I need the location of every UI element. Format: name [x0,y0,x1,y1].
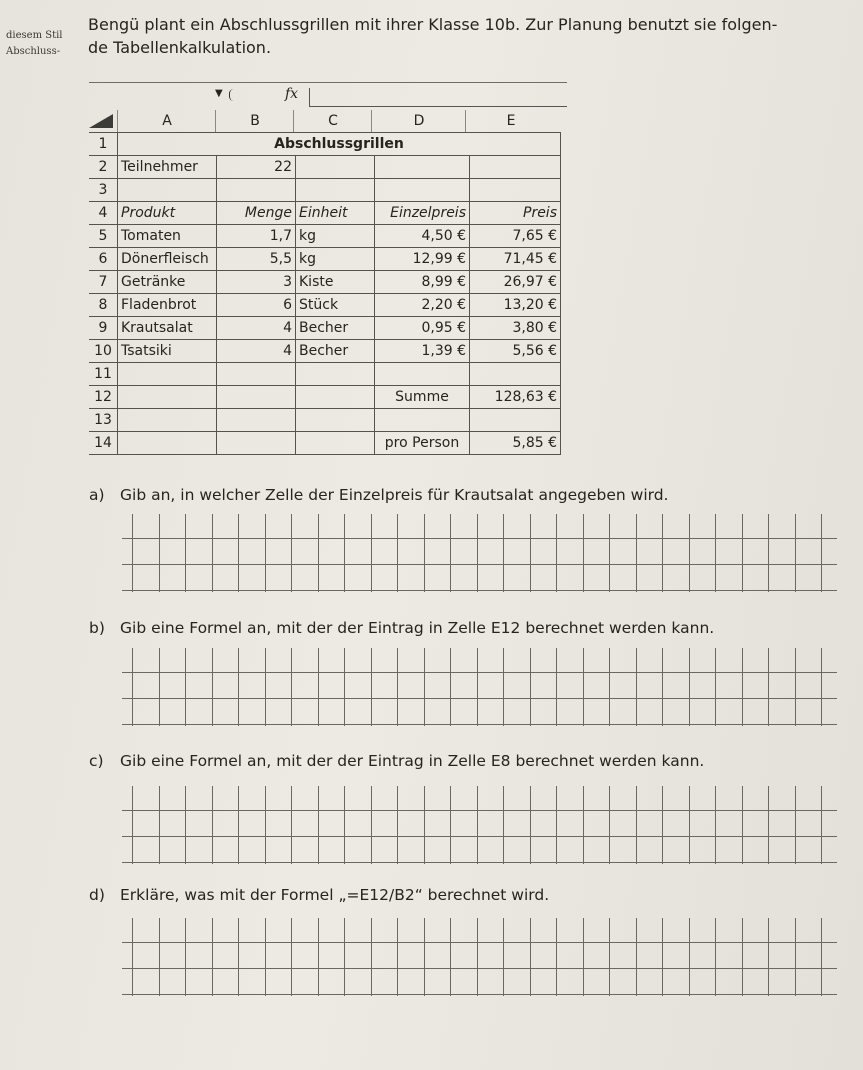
grid-column-line [715,918,716,996]
row-header[interactable]: 10 [89,340,118,363]
spreadsheet-row [89,133,561,156]
formula-bar [89,88,567,106]
spreadsheet-row [89,202,561,225]
intro-line-1: Bengü plant ein Abschlussgrillen mit ihrer Klasse 10b. Zur Planung benutzt sie folgen- [88,15,778,34]
grid-column-line [530,786,531,864]
cell-c8[interactable]: Stück [296,294,375,317]
grid-column-line [556,648,557,726]
cell-a7[interactable]: Getränke [118,271,217,294]
grid-column-line [424,514,425,592]
grid-column-line [609,918,610,996]
column-header-e[interactable]: E [465,110,556,132]
spreadsheet [89,82,567,460]
grid-column-line [159,514,160,592]
grid-column-line [371,648,372,726]
grid-column-line [477,786,478,864]
cell-a10[interactable]: Tsatsiki [118,340,217,363]
grid-column-line [556,786,557,864]
cell-a3[interactable] [118,179,217,202]
grid-column-line [795,786,796,864]
cell-d9[interactable]: 0,95 € [375,317,470,340]
cell-c2[interactable] [296,156,375,179]
cell-c5[interactable]: kg [296,225,375,248]
cell-c6[interactable]: kg [296,248,375,271]
grid-column-line [132,514,133,592]
cell-a8[interactable]: Fladenbrot [118,294,217,317]
grid-column-line [583,514,584,592]
cell-b13[interactable] [217,409,296,432]
cell-a5[interactable]: Tomaten [118,225,217,248]
grid-column-line [159,786,160,864]
cell-d5[interactable]: 4,50 € [375,225,470,248]
ruled-line [122,590,837,591]
grid-column-line [318,786,319,864]
cell-a4[interactable]: Produkt [118,202,217,225]
cell-c7[interactable]: Kiste [296,271,375,294]
spreadsheet-row [89,294,561,317]
cell-a9[interactable]: Krautsalat [118,317,217,340]
cell-a14[interactable] [118,432,217,455]
grid-column-line [318,514,319,592]
ruled-line [122,724,837,725]
grid-column-line [556,514,557,592]
grid-column-line [185,514,186,592]
cell-b5[interactable]: 1,7 [217,225,296,248]
cell-c10[interactable]: Becher [296,340,375,363]
cell-reference-box[interactable] [229,89,238,101]
grid-column-line [397,514,398,592]
grid-column-line [795,648,796,726]
cell-a13[interactable] [118,409,217,432]
grid-column-line [318,918,319,996]
grid-column-line [397,918,398,996]
cell-e11[interactable] [470,363,561,386]
cell-b2[interactable]: 22 [217,156,296,179]
row-header[interactable]: 6 [89,248,118,271]
row-header[interactable]: 14 [89,432,118,455]
grid-column-line [450,786,451,864]
grid-column-line [742,918,743,996]
cell-c12[interactable] [296,386,375,409]
grid-column-line [265,786,266,864]
column-header-a[interactable]: A [117,110,216,132]
ruled-line [122,810,837,811]
cell-e6[interactable]: 71,45 € [470,248,561,271]
question-text: Gib an, in welcher Zelle der Einzelpreis für Krautsalat angegeben wird. [120,486,669,504]
grid-column-line [503,786,504,864]
grid-column-line [689,918,690,996]
grid-column-line [821,514,822,592]
cell-e13[interactable] [470,409,561,432]
cell-c14[interactable] [296,432,375,455]
sheet-title-cell[interactable]: Abschlussgrillen [118,133,561,156]
grid-column-line [768,786,769,864]
grid-column-line [450,648,451,726]
answer-grid-d[interactable] [122,918,837,996]
row-header[interactable]: 8 [89,294,118,317]
answer-grid-a[interactable] [122,514,837,592]
cell-b10[interactable]: 4 [217,340,296,363]
ruled-line [122,564,837,565]
grid-column-line [477,648,478,726]
grid-column-line [212,918,213,996]
grid-column-line [662,514,663,592]
cell-e8[interactable]: 13,20 € [470,294,561,317]
grid-column-line [768,918,769,996]
cell-e9[interactable]: 3,80 € [470,317,561,340]
cell-e5[interactable]: 7,65 € [470,225,561,248]
question-text: Gib eine Formel an, mit der der Eintrag in Zelle E12 berechnet werden kann. [120,619,715,637]
cell-e3[interactable] [470,179,561,202]
cell-b14[interactable] [217,432,296,455]
grid-column-line [185,786,186,864]
spreadsheet-row [89,363,561,386]
grid-column-line [132,786,133,864]
question-text: Gib eine Formel an, mit der der Eintrag in Zelle E8 berechnet werden kann. [120,752,705,770]
grid-column-line [397,786,398,864]
column-headers [89,110,567,132]
grid-column-line [583,786,584,864]
grid-column-line [265,514,266,592]
margin-note-1: diesem Stil [6,30,63,41]
cell-b4[interactable]: Menge [217,202,296,225]
answer-grid-c[interactable] [122,786,837,864]
spreadsheet-row [89,340,561,363]
grid-column-line [742,648,743,726]
grid-column-line [636,514,637,592]
column-header-d[interactable]: D [371,110,466,132]
grid-column-line [530,648,531,726]
grid-column-line [450,918,451,996]
cell-e2[interactable] [470,156,561,179]
answer-grid-b[interactable] [122,648,837,726]
cell-e7[interactable]: 26,97 € [470,271,561,294]
spreadsheet-row [89,409,561,432]
cell-d2[interactable] [375,156,470,179]
spreadsheet-row [89,179,561,202]
grid-column-line [344,918,345,996]
spreadsheet-row [89,432,561,455]
grid-column-line [742,786,743,864]
grid-column-line [715,514,716,592]
grid-column-line [768,514,769,592]
question-label: c) [89,752,104,770]
row-header[interactable]: 2 [89,156,118,179]
row-header[interactable]: 3 [89,179,118,202]
cell-d10[interactable]: 1,39 € [375,340,470,363]
cell-b9[interactable]: 4 [217,317,296,340]
ruled-line [122,968,837,969]
grid-column-line [424,648,425,726]
cell-d4[interactable]: Einzelpreis [375,202,470,225]
grid-column-line [132,918,133,996]
grid-column-line [265,918,266,996]
spreadsheet-row [89,248,561,271]
ruled-line [122,538,837,539]
cell-a6[interactable]: Dönerfleisch [118,248,217,271]
grid-column-line [185,648,186,726]
grid-column-line [662,648,663,726]
grid-column-line [609,514,610,592]
question-c [89,752,704,770]
grid-column-line [821,648,822,726]
row-header[interactable]: 11 [89,363,118,386]
formula-input[interactable] [309,106,567,107]
cell-c3[interactable] [296,179,375,202]
grid-column-line [636,918,637,996]
cell-a2[interactable]: Teilnehmer [118,156,217,179]
question-a [89,486,669,504]
grid-column-line [291,648,292,726]
grid-column-line [159,648,160,726]
grid-column-line [715,786,716,864]
question-text: Erkläre, was mit der Formel „=E12/B2“ berechnet wird. [120,886,550,904]
grid-column-line [371,514,372,592]
ruled-line [122,836,837,837]
column-header-b[interactable]: B [215,110,294,132]
grid-column-line [238,918,239,996]
grid-column-line [397,648,398,726]
grid-column-line [344,648,345,726]
row-header[interactable]: 12 [89,386,118,409]
grid-column-line [344,786,345,864]
row-header[interactable]: 1 [89,133,118,156]
column-header-c[interactable]: C [293,110,372,132]
row-header[interactable]: 9 [89,317,118,340]
grid-column-line [821,918,822,996]
cell-d6[interactable]: 12,99 € [375,248,470,271]
cell-c11[interactable] [296,363,375,386]
grid-column-line [291,786,292,864]
grid-column-line [609,648,610,726]
cell-a11[interactable] [118,363,217,386]
cell-d3[interactable] [375,179,470,202]
cell-b7[interactable]: 3 [217,271,296,294]
spreadsheet-row [89,386,561,409]
spreadsheet-row [89,156,561,179]
cell-e14[interactable]: 5,85 € [470,432,561,455]
grid-column-line [159,918,160,996]
grid-column-line [636,648,637,726]
ruled-line [122,994,837,995]
grid-column-line [371,786,372,864]
grid-column-line [636,786,637,864]
grid-column-line [530,918,531,996]
cell-e12[interactable]: 128,63 € [470,386,561,409]
cell-d13[interactable] [375,409,470,432]
grid-column-line [583,918,584,996]
grid-column-line [503,918,504,996]
grid-column-line [795,514,796,592]
ruled-line [122,862,837,863]
grid-column-line [821,786,822,864]
row-header[interactable]: 13 [89,409,118,432]
ruled-line [122,698,837,699]
grid-column-line [556,918,557,996]
grid-column-line [212,514,213,592]
grid-column-line [689,786,690,864]
cell-c13[interactable] [296,409,375,432]
formula-separator [309,88,310,106]
ruled-line [122,942,837,943]
grid-column-line [795,918,796,996]
grid-column-line [742,514,743,592]
margin-note-2: Abschluss- [6,46,61,57]
grid-column-line [424,786,425,864]
grid-column-line [477,514,478,592]
cell-d11[interactable] [375,363,470,386]
grid-column-line [344,514,345,592]
cell-d14[interactable]: pro Person [375,432,470,455]
grid-column-line [583,648,584,726]
grid-column-line [689,648,690,726]
cell-d8[interactable]: 2,20 € [375,294,470,317]
grid-column-line [132,648,133,726]
grid-column-line [238,648,239,726]
cell-d12[interactable]: Summe [375,386,470,409]
row-header[interactable]: 5 [89,225,118,248]
grid-column-line [371,918,372,996]
question-b [89,619,714,637]
grid-column-line [238,786,239,864]
grid-column-line [609,786,610,864]
grid-column-line [662,918,663,996]
cell-c9[interactable]: Becher [296,317,375,340]
grid-column-line [291,918,292,996]
grid-column-line [291,514,292,592]
question-label: b) [89,619,105,637]
spreadsheet-row [89,225,561,248]
cell-b8[interactable]: 6 [217,294,296,317]
select-all-corner[interactable] [89,114,113,128]
cell-a12[interactable] [118,386,217,409]
grid-column-line [689,514,690,592]
triangle-down-icon[interactable]: ▼ [215,88,223,99]
grid-column-line [503,514,504,592]
grid-column-line [503,648,504,726]
grid-column-line [530,514,531,592]
question-label: d) [89,886,105,904]
cell-d7[interactable]: 8,99 € [375,271,470,294]
spreadsheet-row [89,271,561,294]
grid-column-line [238,514,239,592]
sheet-top-border [89,82,567,83]
ruled-line [122,672,837,673]
intro-line-2: de Tabellenkalkulation. [88,38,272,57]
grid-column-line [185,918,186,996]
spreadsheet-row [89,317,561,340]
row-header[interactable]: 7 [89,271,118,294]
grid-column-line [768,648,769,726]
cell-c4[interactable]: Einheit [296,202,375,225]
grid-column-line [450,514,451,592]
cell-e10[interactable]: 5,56 € [470,340,561,363]
row-header[interactable]: 4 [89,202,118,225]
grid-column-line [212,648,213,726]
cell-b11[interactable] [217,363,296,386]
question-d [89,886,549,904]
cell-e4[interactable]: Preis [470,202,561,225]
grid-column-line [662,786,663,864]
question-label: a) [89,486,105,504]
grid-column-line [424,918,425,996]
grid-column-line [265,648,266,726]
grid-column-line [477,918,478,996]
cell-b3[interactable] [217,179,296,202]
cell-b12[interactable] [217,386,296,409]
grid-column-line [715,648,716,726]
cell-b6[interactable]: 5,5 [217,248,296,271]
grid-column-line [212,786,213,864]
grid-column-line [318,648,319,726]
function-icon[interactable]: fx [285,86,299,102]
spreadsheet-grid [89,132,561,455]
